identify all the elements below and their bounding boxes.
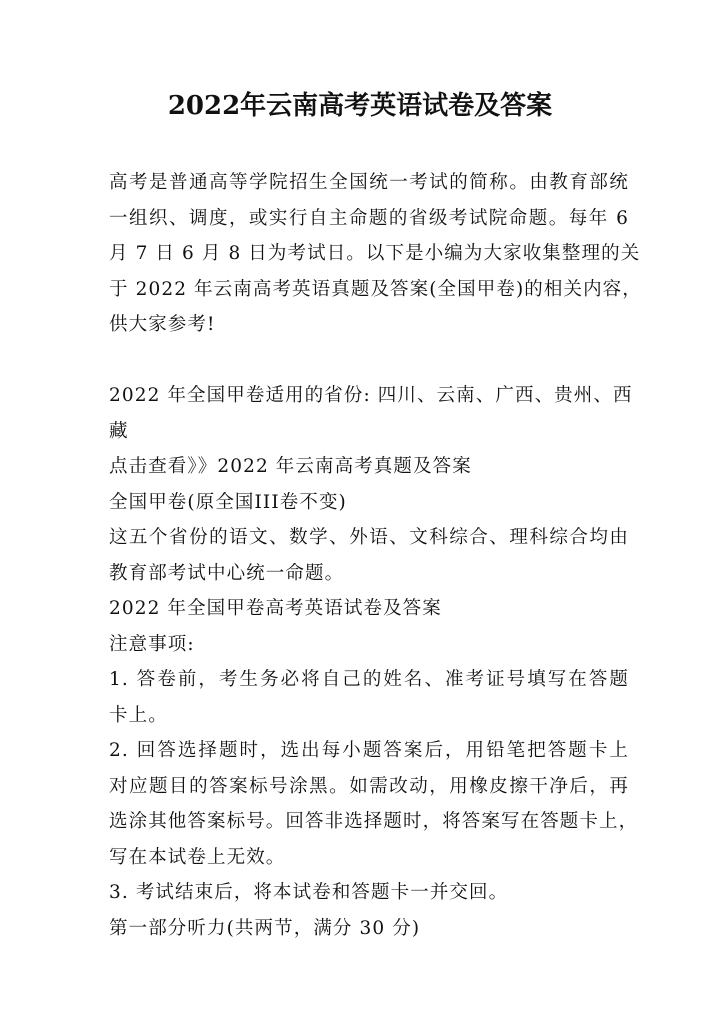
note-line: 2. 回答选择题时，选出每小题答案后，用铅笔把答题卡上 — [109, 740, 629, 761]
unified-paragraph — [109, 520, 629, 591]
paragraph-gap — [109, 343, 629, 379]
note-line: 选涂其他答案标号。回答非选择题时，将答案写在答题卡上， — [109, 811, 639, 832]
note-line: 3. 考试结束后，将本试卷和答题卡一并交回。 — [109, 882, 509, 903]
notes-heading: 注意事项: — [109, 633, 195, 655]
note-item-3 — [109, 875, 629, 911]
notes-heading-paragraph — [109, 627, 629, 663]
intro-line: 供大家参考! — [109, 314, 216, 335]
section-heading: 2022 年全国甲卷高考英语试卷及答案 — [109, 598, 442, 619]
intro-line: 高考是普通高等学院招生全国统一考试的简称。由教育部统 — [109, 172, 629, 193]
section-heading-paragraph — [109, 591, 629, 627]
note-line: 1. 答卷前，考生务必将自己的姓名、准考证号填写在答题 — [109, 669, 629, 690]
exam-answers-link[interactable]: 点击查看》》2022 年云南高考真题及答案 — [109, 456, 472, 477]
intro-line: 月 7 日 6 月 8 日为考试日。以下是小编为大家收集整理的关 — [109, 243, 641, 264]
note-line: 对应题目的答案标号涂黑。如需改动，用橡皮擦干净后，再 — [109, 775, 629, 797]
note-item-2 — [109, 733, 639, 875]
provinces-paragraph — [109, 378, 633, 449]
intro-line: 一组织、调度，或实行自主命题的省级考试院命题。每年 6 — [109, 207, 629, 229]
part-heading-paragraph — [109, 911, 629, 947]
provinces-line: 藏 — [109, 420, 129, 442]
unified-line: 教育部考试中心统一命题。 — [109, 562, 345, 584]
part-heading: 第一部分听力(共两节，满分 30 分) — [109, 917, 421, 939]
unified-line: 这五个省份的语文、数学、外语、文科综合、理科综合均由 — [109, 527, 629, 548]
document-title: 2022年云南高考英语试卷及答案 — [167, 91, 553, 121]
paper-type-paragraph — [109, 485, 629, 521]
intro-paragraph — [109, 165, 642, 343]
note-line: 卡上。 — [109, 704, 168, 726]
note-item-1 — [109, 662, 629, 733]
link-paragraph[interactable] — [109, 449, 629, 485]
note-line: 写在本试卷上无效。 — [109, 846, 286, 868]
intro-line: 于 2022 年云南高考英语真题及答案(全国甲卷)的相关内容， — [109, 278, 642, 300]
document-body — [109, 165, 642, 946]
paper-type-text: 全国甲卷(原全国III卷不变) — [109, 491, 347, 513]
provinces-line: 2022 年全国甲卷适用的省份: 四川、云南、广西、贵州、西 — [109, 385, 633, 406]
